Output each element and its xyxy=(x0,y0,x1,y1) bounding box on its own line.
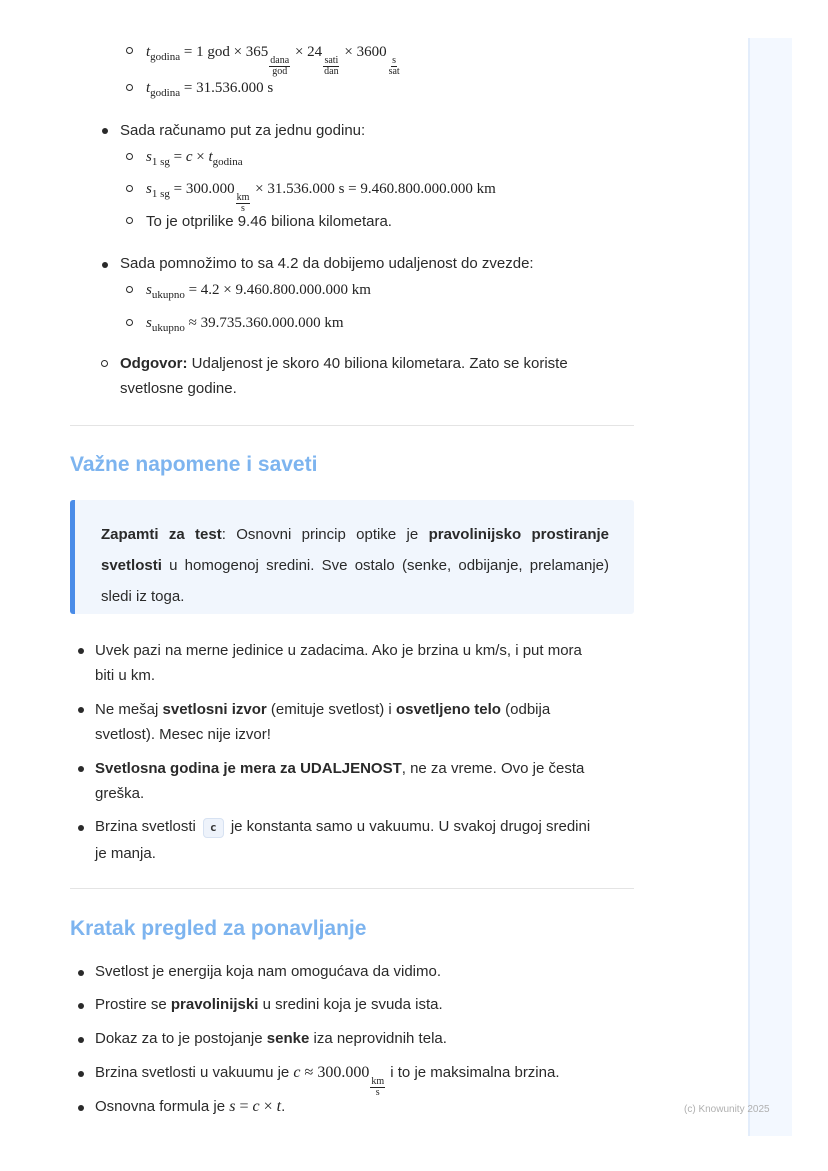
section-title-tips: Važne napomene i saveti xyxy=(70,453,318,476)
bullet xyxy=(78,1037,84,1043)
code-c: c xyxy=(203,818,224,838)
callout-box xyxy=(70,500,634,614)
sub-bullet xyxy=(126,319,133,326)
bullet xyxy=(78,825,84,831)
sub-bullet xyxy=(126,153,133,160)
sub-bullet xyxy=(126,217,133,224)
tip-lightyear-line-2: greška. xyxy=(95,785,145,802)
sub-bullet xyxy=(126,185,133,192)
total-result: $s_{ukupno} \approx 39.735.360.000.000$ km xyxy=(146,315,344,334)
bullet xyxy=(78,970,84,976)
distance-formula: $s_{1 sg} = c \times t_{godina}$ xyxy=(146,149,243,168)
sub-bullet xyxy=(126,47,133,54)
bullet xyxy=(102,128,108,134)
sub-bullet xyxy=(126,84,133,91)
sub-bullet xyxy=(126,286,133,293)
step-year: Sada računamo put za jednu godinu: xyxy=(120,122,366,139)
bullet xyxy=(78,766,84,772)
divider xyxy=(70,425,634,426)
bullet xyxy=(78,1105,84,1111)
bullet xyxy=(78,1071,84,1077)
footer-copyright: (c) Knowunity 2025 xyxy=(684,1104,770,1115)
answer-line-1: Odgovor: Udaljenost je skoro 40 biliona kilometara. Zato se koriste xyxy=(120,355,568,372)
tip-units-line-2: biti u km. xyxy=(95,667,156,684)
tip-speed-line-2: je manja. xyxy=(95,845,156,862)
review-2: Prostire se pravolinijski u sredini koja je svuda ista. xyxy=(95,996,443,1013)
tip-units-line-1: Uvek pazi na merne jedinice u zadacima. Ako je brzina u km/s, i put mora xyxy=(95,642,582,659)
review-3: Dokaz za to je postojanje senke iza neprovidnih tela. xyxy=(95,1030,447,1047)
time-formula: $t_{godina} = 1$ god × 365 $\frac{\text{dana}}{\text{god}}$ × 24 $\frac{\text{sati}}{\text{dan}}$ × 3600 $\frac{s}{\text{sat}}$ xyxy=(146,44,400,77)
section-title-review: Kratak pregled za ponavljanje xyxy=(70,917,367,940)
review-4: Brzina svetlosti u vakuumu je c ≈ 300.000 $\frac{km}{s}$ i to je maksimalna brzina. xyxy=(95,1064,560,1098)
review-1: Svetlost je energija koja nam omogućava da vidimo. xyxy=(95,963,442,980)
tip-speed-line-1: Brzina svetlosti c je konstanta samo u vakuumu. U svakoj drugoj sredini xyxy=(95,815,590,839)
bullet xyxy=(78,707,84,713)
bullet xyxy=(102,262,108,268)
tip-source-line-2: svetlost). Mesec nije izvor! xyxy=(95,726,271,743)
time-result: $t_{godina} = 31.536.000$ s xyxy=(146,80,274,99)
total-formula: $s_{ukupno} = 4.2 \times 9.460.800.000.000$ km xyxy=(146,282,371,301)
approx-text: To je otprilike 9.46 biliona kilometara. xyxy=(146,213,392,230)
review-5: Osnovna formula je s = c × t. xyxy=(95,1098,286,1115)
divider xyxy=(70,888,634,889)
side-strip xyxy=(748,38,792,1136)
bullet xyxy=(78,1003,84,1009)
tip-lightyear-line-1: Svetlosna godina je mera za UDALJENOST, ne za vreme. Ovo je česta xyxy=(95,760,585,777)
distance-value: $s_{1 sg} = 300.000$ $\frac{km}{s}$ × 31.536.000 s = 9.460.800.000.000 km xyxy=(146,181,496,214)
answer-line-2: svetlosne godine. xyxy=(120,380,237,397)
bullet xyxy=(78,648,84,654)
step-star: Sada pomnožimo to sa 4.2 da dobijemo udaljenost do zvezde: xyxy=(120,255,534,272)
callout-text: Zapamti za test: Osnovni princip optike je pravolinijsko prostiranje svetlosti u homogenoj sredini. Sve ostalo (senke, odbijanje, prelamanje) sledi iz toga. xyxy=(101,526,609,605)
tip-source-line-1: Ne mešaj svetlosni izvor (emituje svetlost) i osvetljeno telo (odbija xyxy=(95,701,551,718)
sub-bullet xyxy=(101,360,108,367)
